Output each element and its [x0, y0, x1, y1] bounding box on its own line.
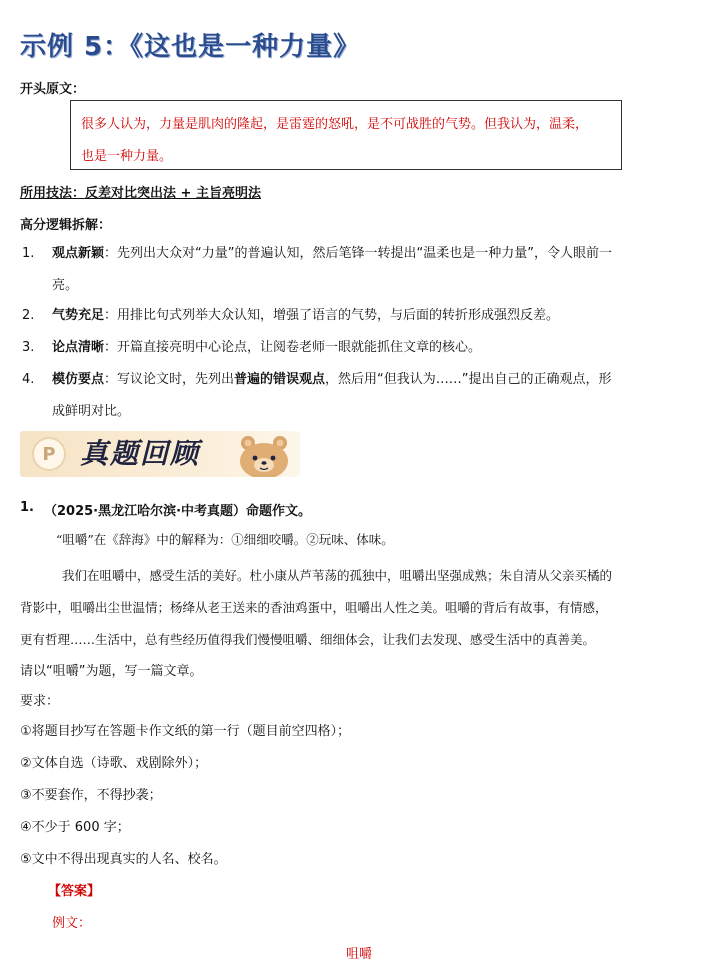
- answer-label: 【答案】: [48, 884, 101, 899]
- question-source: （2025·黑龙江哈尔滨·中考真题）命题作文。: [44, 504, 312, 519]
- point-2-body: ：用排比句式列举大众认知，增强了语言的气势，与后面的转折形成强烈反差。: [104, 308, 560, 323]
- point-3-head: 论点清晰: [52, 340, 105, 355]
- opening-text-line1: 很多人认为，力量是肌肉的隆起，是雷霆的怒吼，是不可战胜的气势。但我认为，温柔，: [81, 117, 589, 132]
- question-para2-line1: 我们在咀嚼中，感受生活的美好。杜小康从芦苇荡的孤独中，咀嚼出坚强成熟；朱自清从父亲买橘的: [62, 568, 613, 583]
- point-1-num: 1.: [22, 246, 35, 261]
- p-badge-letter: P: [42, 443, 56, 465]
- opening-text-line2: 也是一种力量。: [81, 149, 173, 164]
- question-para2-line2: 背影中，咀嚼出尘世温情；杨绛从老王送来的香油鸡蛋中，咀嚼出人性之美。咀嚼的背后有故事，有情感，: [20, 600, 608, 615]
- example-label: 例文：: [52, 916, 92, 931]
- requirement-4: ④不少于 600 字；: [20, 820, 130, 835]
- requirement-2: ②文体自选（诗歌、戏剧除外）；: [20, 756, 208, 771]
- opening-quote-box: [70, 100, 622, 170]
- point-3: [52, 332, 692, 364]
- question-para2: [20, 560, 710, 656]
- question-prompt: 请以“咀嚼”为题，写一篇文章。: [20, 664, 203, 679]
- point-4-body-post: ，然后用“但我认为……”提出自己的正确观点，形: [325, 372, 612, 387]
- point-4-body-line2: 成鲜明对比。: [52, 404, 131, 419]
- requirement-3: ③不要套作，不得抄袭；: [20, 788, 162, 803]
- point-2: [52, 300, 692, 332]
- requirement-1: ①将题目抄写在答题卡作文纸的第一行（题目前空四格）；: [20, 724, 351, 739]
- essay-title: 咀嚼: [346, 947, 373, 962]
- point-4: [52, 364, 692, 428]
- point-4-body-pre: ：写议论文时，先列出: [104, 372, 235, 387]
- banner-title: 真题回顾: [80, 437, 201, 470]
- question-para1: “咀嚼”在《辞海》中的解释为：①细细咬嚼。②玩味、体味。: [56, 532, 394, 547]
- section-banner: [20, 431, 300, 477]
- technique-line: 所用技法：反差对比突出法 + 主旨亮明法: [20, 186, 261, 201]
- point-4-head: 模仿要点: [52, 372, 105, 387]
- point-2-num: 2.: [22, 308, 35, 323]
- bear-mascot-icon: [234, 433, 294, 477]
- point-2-head: 气势充足: [52, 308, 105, 323]
- opening-label: 开头原文：: [20, 82, 86, 97]
- point-3-body: ：开篇直接亮明中心论点，让阅卷老师一眼就能抓住文章的核心。: [104, 340, 482, 355]
- requirements-list: [20, 716, 350, 876]
- requirement-5: ⑤文中不得出现真实的人名、校名。: [20, 852, 227, 867]
- point-4-num: 4.: [22, 372, 35, 387]
- point-4-body-bold: 普遍的错误观点: [234, 372, 326, 387]
- point-1-body: ：先列出大众对“力量”的普遍认知，然后笔锋一转提出“温柔也是一种力量”，令人眼前一: [104, 246, 612, 261]
- requirements-label: 要求：: [20, 694, 60, 709]
- point-1-body-line2: 亮。: [52, 278, 79, 293]
- page-title: 示例 5：《这也是一种力量》: [20, 32, 361, 62]
- question-num: 1.: [20, 500, 34, 515]
- point-3-num: 3.: [22, 340, 35, 355]
- analysis-label: 高分逻辑拆解：: [20, 218, 112, 233]
- point-1-head: 观点新颖: [52, 246, 105, 261]
- point-1: [52, 238, 692, 302]
- p-badge-icon: [32, 437, 66, 471]
- question-para2-line3: 更有哲理……生活中，总有些经历值得我们慢慢咀嚼、细细体会，让我们去发现、感受生活中的真善美。: [20, 632, 596, 647]
